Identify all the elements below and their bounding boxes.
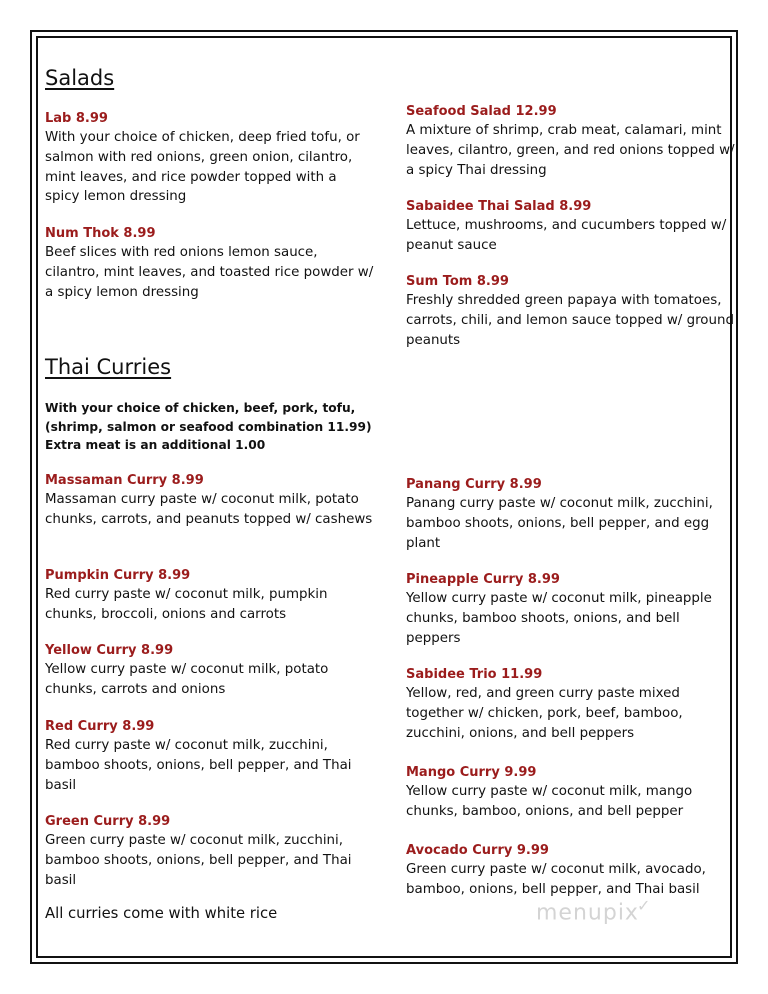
item-name: Panang Curry 8.99 <box>406 477 542 492</box>
item-name: Avocado Curry 9.99 <box>406 843 549 858</box>
menu-item-mango-curry <box>406 764 736 822</box>
item-description: Yellow curry paste w/ coconut milk, pineapple chunks, bamboo shoots, onions, and bell peppers <box>406 591 712 646</box>
item-description: Lettuce, mushrooms, and cucumbers topped w/ peanut sauce <box>406 218 727 253</box>
item-name: Sum Tom 8.99 <box>406 274 509 289</box>
menu-item-sum-tom <box>406 273 736 350</box>
item-name: Sabidee Trio 11.99 <box>406 667 543 682</box>
item-description: Panang curry paste w/ coconut milk, zucchini, bamboo shoots, onions, bell pepper, and egg plant <box>406 496 713 551</box>
menu-item-massaman-curry <box>45 472 375 530</box>
item-description: Green curry paste w/ coconut milk, avocado, bamboo, onions, bell pepper, and Thai basil <box>406 862 706 897</box>
menu-item-red-curry <box>45 718 375 795</box>
menu-item-seafood-salad <box>406 103 736 180</box>
salads-title: Salads <box>45 66 115 90</box>
curries-title: Thai Curries <box>45 355 172 379</box>
item-name: Red Curry 8.99 <box>45 719 155 734</box>
menu-item-panang-curry <box>406 476 736 553</box>
menu-item-yellow-curry <box>45 642 375 700</box>
item-name: Green Curry 8.99 <box>45 814 171 829</box>
item-name: Lab 8.99 <box>45 111 108 126</box>
item-description: Green curry paste w/ coconut milk, zucchini, bamboo shoots, onions, bell pepper, and Thai basil <box>45 833 352 888</box>
curries-note: With your choice of chicken, beef, pork, tofu, (shrimp, salmon or seafood combination 11.99) Extra meat is an additional 1.00 <box>45 401 372 452</box>
item-description: Freshly shredded green papaya with tomatoes, carrots, chili, and lemon sauce topped w/ ground peanuts <box>406 293 734 348</box>
item-name: Pumpkin Curry 8.99 <box>45 568 191 583</box>
item-name: Yellow Curry 8.99 <box>45 643 174 658</box>
item-description: Beef slices with red onions lemon sauce, cilantro, mint leaves, and toasted rice powder w/ a spicy lemon dressing <box>45 245 374 300</box>
item-name: Sabaidee Thai Salad 8.99 <box>406 199 592 214</box>
menupix-watermark <box>536 896 651 925</box>
item-name: Seafood Salad 12.99 <box>406 104 557 119</box>
item-name: Num Thok 8.99 <box>45 226 156 241</box>
item-description: Yellow curry paste w/ coconut milk, mango chunks, bamboo, onions, and bell pepper <box>406 784 693 819</box>
menu-item-green-curry <box>45 813 375 890</box>
watermark-text: menupix <box>536 900 639 926</box>
menu-item-pumpkin-curry <box>45 567 375 625</box>
item-description: With your choice of chicken, deep fried tofu, or salmon with red onions, green onion, cilantro, mint leaves, and rice powder topped with a spicy lemon dressing <box>45 130 360 205</box>
menu-item-pineapple-curry <box>406 571 736 648</box>
menu-item-sabidee-trio <box>406 666 736 743</box>
menu-item-num-thok <box>45 225 375 302</box>
item-description: Massaman curry paste w/ coconut milk, potato chunks, carrots, and peanuts topped w/ cashews <box>45 492 373 527</box>
item-description: Red curry paste w/ coconut milk, pumpkin chunks, broccoli, onions and carrots <box>45 587 328 622</box>
menu-item-lab <box>45 110 375 207</box>
item-description: Yellow curry paste w/ coconut milk, potato chunks, carrots and onions <box>45 662 329 697</box>
menu-item-sabaidee-thai-salad <box>406 198 736 256</box>
item-description: A mixture of shrimp, crab meat, calamari, mint leaves, cilantro, green, and red onions topped w/ a spicy Thai dressing <box>406 123 735 178</box>
item-name: Pineapple Curry 8.99 <box>406 572 560 587</box>
item-name: Mango Curry 9.99 <box>406 765 537 780</box>
check-icon: ✓ <box>636 896 652 915</box>
menu-item-avocado-curry <box>406 842 736 900</box>
curries-footer-note: All curries come with white rice <box>45 905 278 922</box>
item-description: Yellow, red, and green curry paste mixed together w/ chicken, pork, beef, bamboo, zucchini, onions, and bell peppers <box>406 686 683 741</box>
item-name: Massaman Curry 8.99 <box>45 473 204 488</box>
item-description: Red curry paste w/ coconut milk, zucchini, bamboo shoots, onions, bell pepper, and Thai basil <box>45 738 352 793</box>
